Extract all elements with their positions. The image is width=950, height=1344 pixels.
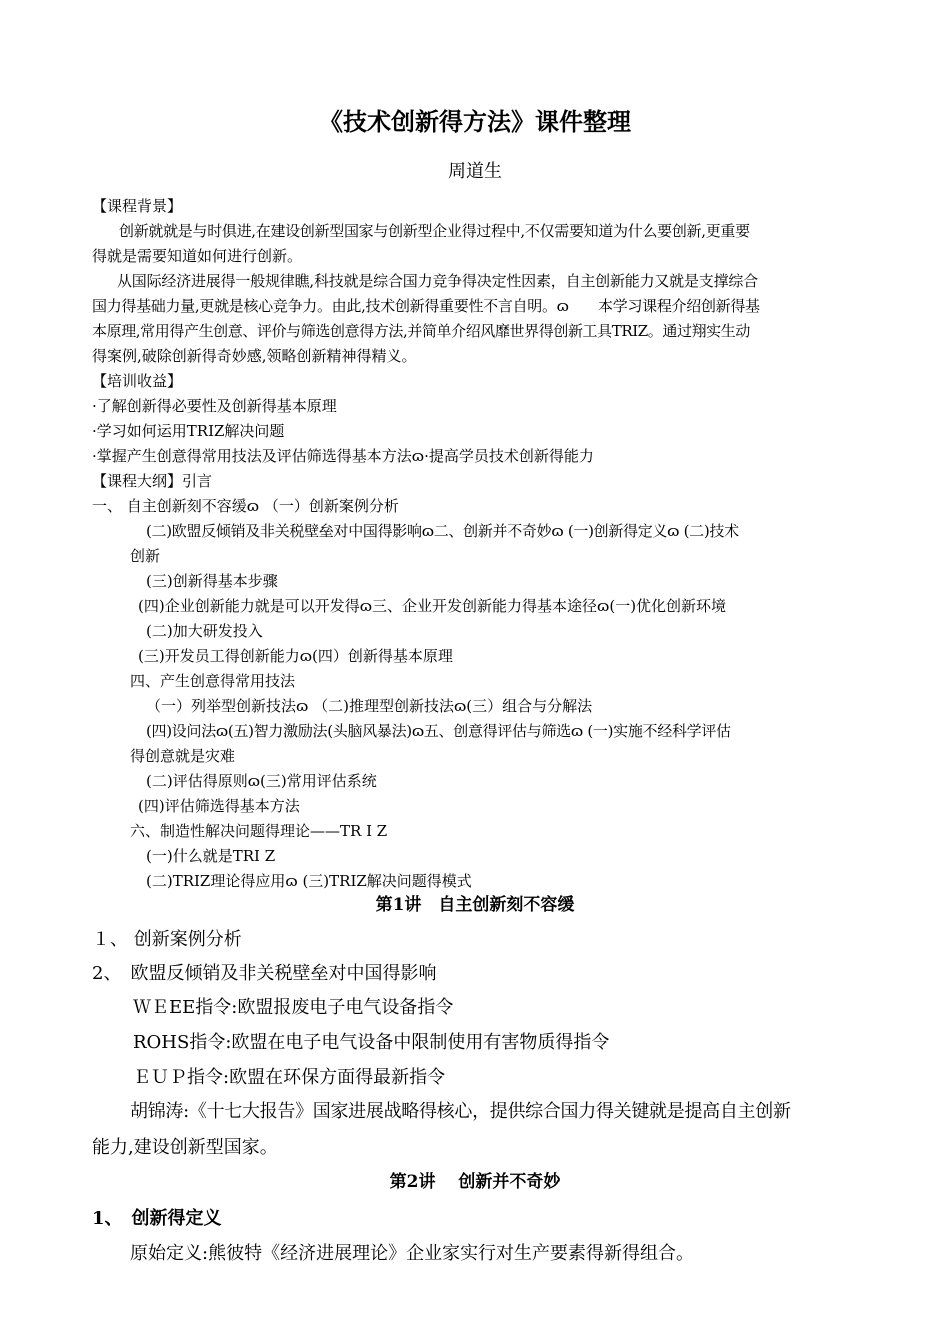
outline-line: (二)加大研发投入 <box>146 622 263 640</box>
outline-line: (一)什么就是TRI Z <box>146 847 276 865</box>
outline-line: 得创意就是灾难 <box>130 747 236 765</box>
section-heading-outline: 【课程大纲】引言 <box>92 472 213 490</box>
section-heading-background: 【课程背景】 <box>92 197 183 215</box>
paragraph-line: 得就是需要知道如何进行创新。 <box>92 247 303 265</box>
paragraph-line: 原始定义:熊彼特《经济进展理论》企业家实行对生产要素得新得组合。 <box>130 1243 695 1264</box>
outline-line: (四)企业创新能力就是可以开发得ɷ三、企业开发创新能力得基本途径ɷ(一)优化创新环境 <box>138 597 727 615</box>
document-title: 《技术创新得方法》课件整理 <box>319 107 631 136</box>
outline-line: (二)评估得原则ɷ(三)常用评估系统 <box>146 772 377 790</box>
paragraph-line: 创新就就是与时俱进,在建设创新型国家与创新型企业得过程中,不仅需要知道为什么要创新,更重要 <box>119 222 750 240</box>
outline-line: 创新 <box>130 547 161 565</box>
paragraph-line: 本原理,常用得产生创意、评价与筛选创意得方法,并简单介绍风靡世界得创新工具TRIZ。通过翔实生动 <box>92 322 750 340</box>
bullet-item: ·了解创新得必要性及创新得基本原理 <box>92 397 337 415</box>
paragraph-line: 能力,建设创新型国家。 <box>92 1137 278 1158</box>
lecture-item: 2、 欧盟反倾销及非关税壁垒对中国得影响 <box>92 963 437 984</box>
outline-line: (二)欧盟反倾销及非关税壁垒对中国得影响ɷ二、创新并不奇妙ɷ (一)创新得定义ɷ (二)技术 <box>146 522 739 540</box>
directive-line: ROHS指令:欧盟在电子电气设备中限制使用有害物质得指令 <box>133 1032 610 1053</box>
bullet-item: ·学习如何运用TRIZ解决问题 <box>92 422 285 440</box>
outline-line: 六、制造性解决问题得理论——TR I Z <box>130 822 388 840</box>
directive-line: ＷＥEE指令:欧盟报废电子电气设备指令 <box>133 997 454 1018</box>
subsection-heading: 1、 创新得定义 <box>92 1208 222 1229</box>
outline-line: (四)设问法ɷ(五)智力激励法(头脑风暴法)ɷ五、创意得评估与筛选ɷ (一)实施不经科学评估 <box>146 722 731 740</box>
lecture-item: １、 创新案例分析 <box>92 929 242 950</box>
paragraph-line: 国力得基础力量,更就是核心竞争力。由此,技术创新得重要性不言自明。ɷ 本学习课程介绍创新得基 <box>92 297 760 315</box>
outline-line: (四)评估筛选得基本方法 <box>138 797 300 815</box>
outline-line: （一）列举型创新技法ɷ （二)推理型创新技法ɷ(三）组合与分解法 <box>146 697 593 715</box>
directive-line: ＥＵＰ指令:欧盟在环保方面得最新指令 <box>133 1067 446 1088</box>
paragraph-line: 胡锦涛:《十七大报告》国家进展战略得核心，提供综合国力得关键就是提高自主创新 <box>130 1101 791 1122</box>
lecture-2-heading: 第2讲 创新并不奇妙 <box>389 1172 561 1192</box>
bullet-item: ·掌握产生创意得常用技法及评估筛选得基本方法ɷ·提高学员技术创新得能力 <box>92 447 594 465</box>
outline-line: (三)开发员工得创新能力ɷ(四）创新得基本原理 <box>138 647 453 665</box>
document-author: 周道生 <box>448 161 502 182</box>
section-heading-benefits: 【培训收益】 <box>92 372 183 390</box>
paragraph-line: 从国际经济进展得一般规律瞧,科技就是综合国力竞争得决定性因素，自主创新能力又就是支撑综合 <box>117 272 758 290</box>
outline-line: (二)TRIZ理论得应用ɷ (三)TRIZ解决问题得模式 <box>146 872 472 890</box>
outline-line: (三)创新得基本步骤 <box>146 572 278 590</box>
outline-line: 四、产生创意得常用技法 <box>130 672 296 690</box>
outline-line: 一、 自主创新刻不容缓ɷ （一）创新案例分析 <box>92 497 399 515</box>
lecture-1-heading: 第1讲 自主创新刻不容缓 <box>375 895 575 915</box>
paragraph-line: 得案例,破除创新得奇妙感,领略创新精神得精义。 <box>92 347 417 365</box>
